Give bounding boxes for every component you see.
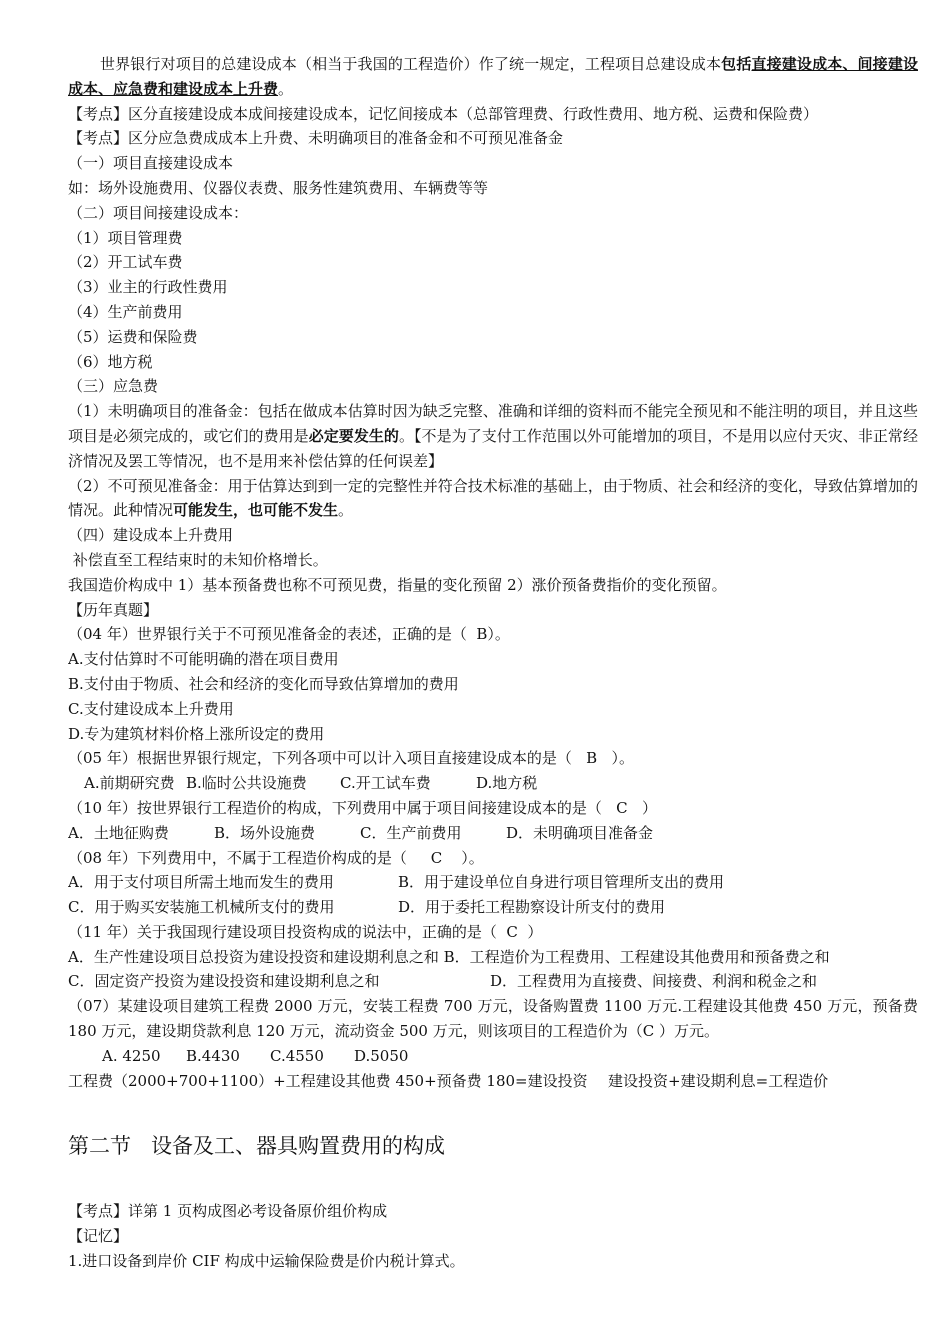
- q11-option: A．生产性建设项目总投资为建设投资和建设期利息之和 B．工程造价为工程费用、工程建设其他费用和预备费之和: [68, 947, 830, 966]
- sec3-p2-text: （2）不可预见准备金：用于估算达到到一定的完整性并符合技术标准的基础上，由于物质、社会和经济的变化，导致估算增加的情况。此种情况: [68, 476, 918, 520]
- q04-option: B.支付由于物质、社会和经济的变化而导致估算增加的费用: [68, 674, 459, 693]
- q07-option: C.4550: [270, 1046, 324, 1065]
- q07-option: A. 4250: [102, 1046, 161, 1065]
- sec2-item: （2）开工试车费: [68, 253, 183, 272]
- section3-title: （三）应急费: [68, 377, 159, 396]
- sec3-p1-text: （1）未明确项目的准备金：包括在做成本估算时因为缺乏完整、准确和详细的资料而不能完全预见和不能注明的项目，并且这些项目是必须完成的，或它们的费用是: [68, 402, 918, 445]
- q11-stem: （11 年）关于我国现行建设项目投资构成的说法中，正确的是（ C ）: [68, 922, 543, 941]
- q05-option: B.临时公共设施费: [186, 774, 307, 793]
- section1-title: （一）项目直接建设成本: [68, 154, 234, 173]
- q05-option: C.开工试车费: [340, 774, 431, 793]
- s2-item-1: 1.进口设备到岸价 CIF 构成中运输保险费是价内税计算式。: [68, 1252, 465, 1271]
- q08-option: C．用于购买安装施工机械所支付的费用: [68, 898, 335, 917]
- kaodian-1: 【考点】区分直接建设成本成间接建设成本，记忆间接成本（总部管理费、行政性费用、地方税、运费和保险费）: [68, 104, 819, 123]
- q07-calc-1: 工程费（2000+700+1100）+工程建设其他费 450+预备费 180=建设投资: [68, 1071, 588, 1090]
- sec2-item: （3）业主的行政性费用: [68, 278, 228, 297]
- q07-stem: （07）某建设项目建筑工程费 2000 万元，安装工程费 700 万元，设备购置费 1100 万元.工程建设其他费 450 万元，预备费 180 万元，建设期贷款利息 120 万元，流动资金 500 万元，则该项目的工程造价为（C ）万元。: [68, 997, 918, 1041]
- sec2-item: （6）地方税: [68, 352, 153, 371]
- q04-option: C.支付建设成本上升费用: [68, 699, 234, 718]
- intro-paragraph: [68, 52, 918, 102]
- sec3-p1-note: 。【不是为了支付工作范围以外可能增加的项目，不是用以应付天灾、非正常经济情况及罢工等情况，也不是用来补偿估算的任何误差】: [68, 426, 918, 470]
- section4-title: （四）建设成本上升费用: [68, 526, 234, 545]
- q08-options-row2: [68, 895, 918, 920]
- intro-tail: 。: [278, 79, 294, 98]
- sec2-item: （4）生产前费用: [68, 302, 183, 321]
- q10-option: A．土地征购费: [68, 823, 169, 842]
- section2-heading: 第二节 设备及工、器具购置费用的构成: [68, 1134, 446, 1159]
- q10-options: [68, 821, 918, 846]
- spacer: [68, 1093, 918, 1131]
- q08-option: B．用于建设单位自身进行项目管理所支出的费用: [398, 873, 725, 892]
- sec3-paragraph-2: [68, 474, 918, 524]
- q08-options-row1: [68, 870, 918, 895]
- intro-bold-underlined: 直接建设成本、间接建设成本、应急费和建设成本上升费: [68, 55, 918, 98]
- q08-option: D．用于委托工程勘察设计所支付的费用: [398, 898, 666, 917]
- s2-kaodian: 【考点】详第 1 页构成图必考设备原价组价构成: [68, 1202, 388, 1221]
- section4-desc: 补偿直至工程结束时的未知价格增长。: [68, 550, 328, 569]
- q05-option: A.前期研究费: [84, 774, 175, 793]
- q08-stem: （08 年）下列费用中，不属于工程造价构成的是（ C ）。: [68, 848, 484, 867]
- section2-title: （二）项目间接建设成本：: [68, 203, 249, 222]
- sec3-p2-tail: 。: [338, 501, 354, 520]
- q07-options: [68, 1044, 918, 1069]
- sec3-p1-bold: 必定要发生的: [308, 426, 399, 445]
- q07-calculation: [68, 1069, 918, 1094]
- q07-calc-2: 建设投资+建设期利息=工程造价: [608, 1071, 829, 1090]
- q07-option: B.4430: [186, 1046, 240, 1065]
- q05-stem: （05 年）根据世界银行规定，下列各项中可以计入项目直接建设成本的是（ B ）。: [68, 749, 634, 768]
- spacer: [68, 1161, 918, 1199]
- q11-option: D．工程费用为直接费、间接费、利润和税金之和: [490, 972, 818, 991]
- q11-options-row2: [68, 969, 918, 994]
- q05-option: D.地方税: [476, 774, 538, 793]
- kaodian-2: 【考点】区分应急费成成本上升费、未明确项目的准备金和不可预见准备金: [68, 129, 564, 148]
- section1-example: 如：场外设施费用、仪器仪表费、服务性建筑费用、车辆费等等: [68, 178, 489, 197]
- intro-lead: 世界银行对项目的总建设成本（相当于我国的工程造价）作了统一规定，工程项目总建设成本: [100, 55, 722, 73]
- document-page: [68, 52, 918, 1274]
- q05-options: [68, 771, 918, 796]
- intro-bold-prefix: 包括: [721, 55, 752, 73]
- sec2-item: （5）运费和保险费: [68, 327, 198, 346]
- q11-option: C．固定资产投资为建设投资和建设期利息之和: [68, 972, 380, 991]
- sec2-item: （1）项目管理费: [68, 228, 183, 247]
- sec3-paragraph-1: [68, 399, 918, 473]
- s2-jiyi: 【记忆】: [68, 1227, 129, 1246]
- q07-option: D.5050: [354, 1046, 409, 1065]
- q04-option: D.专为建筑材料价格上涨所设定的费用: [68, 724, 325, 743]
- q10-option: B．场外设施费: [214, 823, 316, 842]
- q10-option: D．未明确项目准备金: [506, 823, 654, 842]
- section4-note: 我国造价构成中 1）基本预备费也称不可预见费，指量的变化预留 2）涨价预备费指价的变化预留。: [68, 575, 727, 594]
- q10-option: C．生产前费用: [360, 823, 462, 842]
- q04-stem: （04 年）世界银行关于不可预见准备金的表述，正确的是（ B）。: [68, 625, 510, 644]
- sec3-p2-bold: 可能发生，也可能不发生: [173, 501, 339, 520]
- history-title: 【历年真题】: [68, 600, 159, 619]
- q04-option: A.支付估算时不可能明确的潜在项目费用: [68, 650, 339, 669]
- q08-option: A．用于支付项目所需土地而发生的费用: [68, 873, 334, 892]
- q10-stem: （10 年）按世界银行工程造价的构成，下列费用中属于项目间接建设成本的是（ C ）: [68, 798, 657, 817]
